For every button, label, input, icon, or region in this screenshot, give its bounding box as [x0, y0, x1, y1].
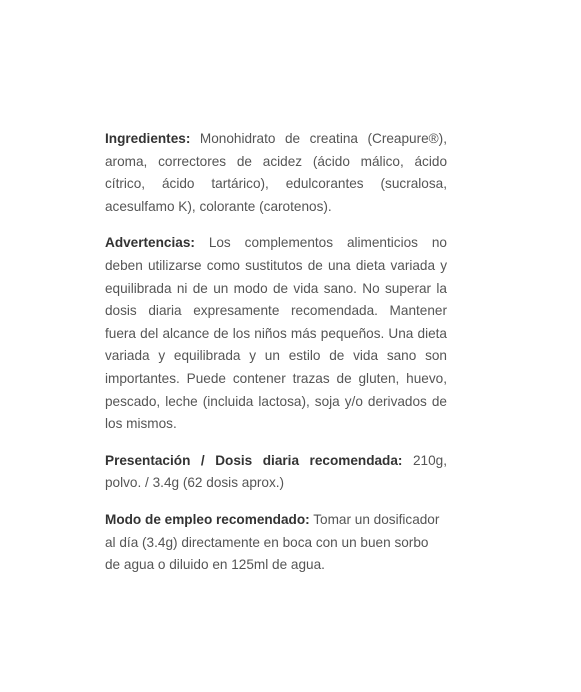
- usage-paragraph: [105, 509, 447, 577]
- warnings-text: Los complementos alimenticios no deben utilizarse como sustitutos de una dieta variada y equilibrada ni de un modo de vida sano. No superar la dosis diaria expresamente recomendada. Mantener fuera del alcance de los niños más pequeños. Una dieta variada y equilibrada y un estilo de vida sano son importantes. Puede contener trazas de gluten, huevo, pescado, leche (incluida lactosa), soja y/o derivados de los mismos.: [105, 235, 447, 432]
- presentation-paragraph: [105, 450, 447, 495]
- usage-text: Tomar un dosificador al día (3.4g) directamente en boca con un buen sorbo de agua o diluido en 125ml de agua.: [105, 511, 440, 573]
- ingredients-paragraph: [105, 128, 447, 218]
- product-info: [105, 128, 447, 591]
- warnings-label: Advertencias:: [105, 235, 195, 251]
- presentation-text: 210g, polvo. / 3.4g (62 dosis aprox.): [105, 452, 447, 491]
- presentation-label: Presentación / Dosis diaria recomendada:: [105, 452, 403, 468]
- warnings-paragraph: [105, 232, 447, 435]
- usage-label: Modo de empleo recomendado:: [105, 511, 310, 527]
- ingredients-text: Monohidrato de creatina (Creapure®), aroma, correctores de acidez (ácido málico, ácido cítrico, ácido tartárico), edulcorantes (sucralosa, acesulfamo K), colorante (carotenos).: [105, 131, 447, 214]
- ingredients-label: Ingredientes:: [105, 131, 191, 146]
